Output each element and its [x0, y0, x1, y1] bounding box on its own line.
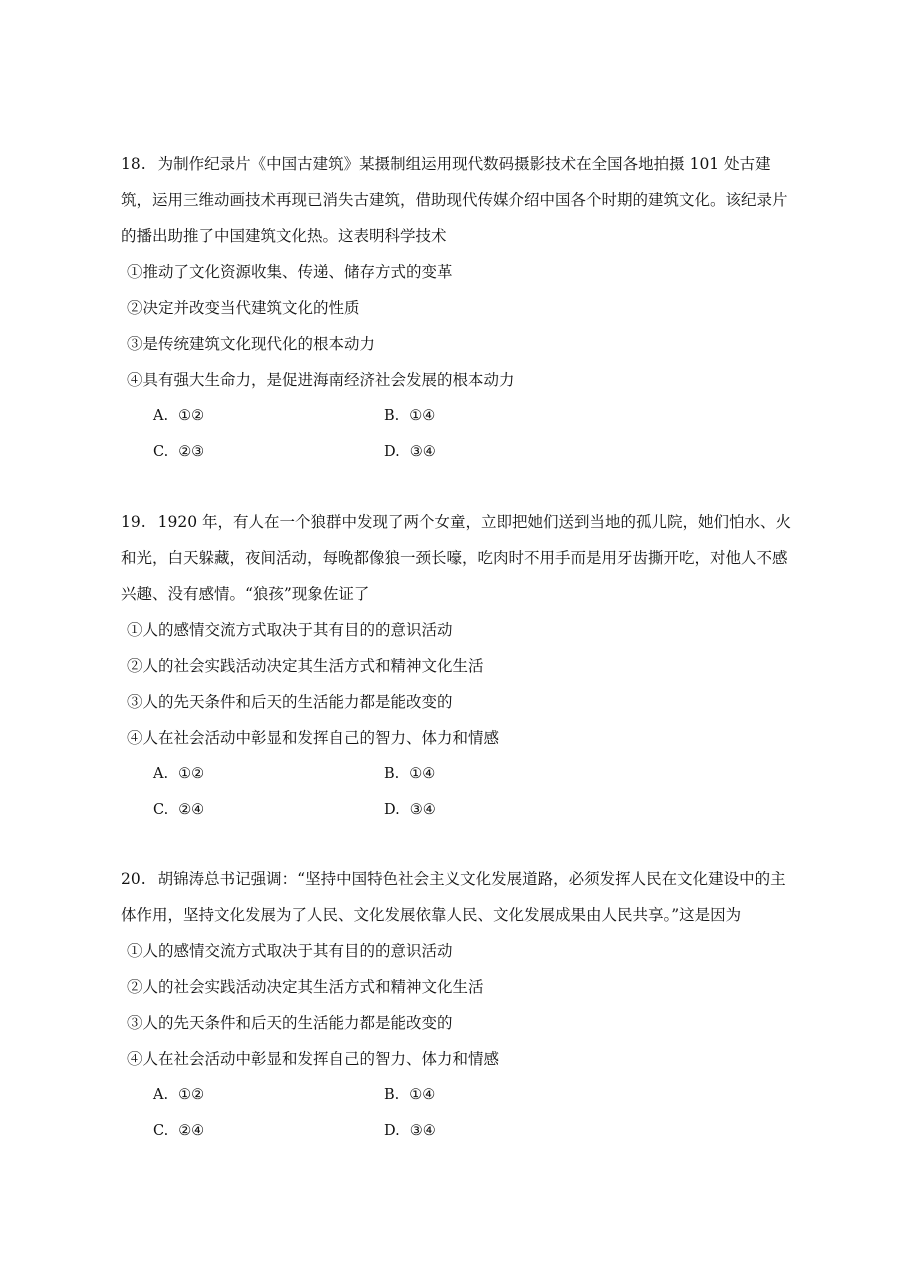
choice-d[interactable] [384, 792, 436, 828]
question-19 [121, 504, 796, 828]
choice-letter: C. [153, 1123, 169, 1139]
choice-c[interactable] [153, 1113, 204, 1149]
statement-3: ③人的先天条件和后天的生活能力都是能改变的 [127, 693, 453, 711]
choice-value: ③④ [409, 444, 436, 460]
question-number: 18. [121, 155, 146, 173]
choice-value: ③④ [409, 802, 436, 818]
choice-value: ②④ [178, 802, 205, 818]
question-number: 20. [121, 870, 146, 888]
choice-value: ①② [178, 408, 205, 424]
choice-letter: D. [384, 1123, 400, 1139]
question-number: 19. [121, 513, 146, 531]
choice-value: ①② [178, 766, 205, 782]
question-stem [121, 861, 796, 933]
statement-4: ④人在社会活动中彰显和发挥自己的智力、体力和情感 [127, 729, 500, 747]
statement-3: ③人的先天条件和后天的生活能力都是能改变的 [127, 1014, 453, 1032]
statement-1: ①推动了文化资源收集、传递、储存方式的变革 [127, 263, 453, 281]
choice-value: ①② [178, 1087, 205, 1103]
statement-4: ④具有强大生命力，是促进海南经济社会发展的根本动力 [127, 371, 515, 389]
choice-a[interactable] [153, 756, 204, 792]
choice-letter: A. [153, 766, 169, 782]
question-text: 为制作纪录片《中国古建筑》某摄制组运用现代数码摄影技术在全国各地拍摄 101 处古建筑，运用三维动画技术再现已消失古建筑，借助现代传媒介绍中国各个时期的建筑文化。该纪录片的播出助推了中国建筑文化热。这表明科学技术 [121, 155, 788, 245]
choice-value: ①④ [409, 766, 436, 782]
answer-choices [121, 1077, 796, 1149]
question-stem [121, 504, 796, 612]
choice-a[interactable] [153, 1077, 204, 1113]
choice-letter: D. [384, 444, 400, 460]
choice-b[interactable] [384, 1077, 435, 1113]
answer-choices [121, 398, 796, 470]
question-20 [121, 861, 796, 1149]
choice-b[interactable] [384, 756, 435, 792]
statement-4: ④人在社会活动中彰显和发挥自己的智力、体力和情感 [127, 1050, 500, 1068]
statement-1: ①人的感情交流方式取决于其有目的的意识活动 [127, 621, 453, 639]
choice-value: ①④ [409, 408, 436, 424]
choice-letter: B. [384, 766, 400, 782]
question-stem [121, 146, 796, 254]
choice-letter: B. [384, 408, 400, 424]
choice-c[interactable] [153, 792, 204, 828]
answer-choices [121, 756, 796, 828]
statement-2: ②人的社会实践活动决定其生活方式和精神文化生活 [127, 657, 484, 675]
choice-value: ②③ [178, 444, 205, 460]
choice-a[interactable] [153, 398, 204, 434]
choice-d[interactable] [384, 434, 436, 470]
statement-2: ②人的社会实践活动决定其生活方式和精神文化生活 [127, 978, 484, 996]
question-text: 胡锦涛总书记强调：“坚持中国特色社会主义文化发展道路，必须发挥人民在文化建设中的主体作用，坚持文化发展为了人民、文化发展依靠人民、文化发展成果由人民共享。”这是因为 [121, 870, 786, 924]
statement-2: ②决定并改变当代建筑文化的性质 [127, 299, 360, 317]
choice-c[interactable] [153, 434, 204, 470]
choice-letter: A. [153, 408, 169, 424]
choice-d[interactable] [384, 1113, 436, 1149]
choice-value: ①④ [409, 1087, 436, 1103]
question-18 [121, 146, 796, 470]
choice-letter: C. [153, 802, 169, 818]
choice-letter: C. [153, 444, 169, 460]
question-text: 1920 年，有人在一个狼群中发现了两个女童，立即把她们送到当地的孤儿院，她们怕水、火和光，白天躲藏，夜间活动，每晚都像狼一颈长嚎，吃肉时不用手而是用牙齿撕开吃，对他人不感兴趣、没有感情。“狼孩”现象佐证了 [121, 513, 792, 603]
choice-letter: A. [153, 1087, 169, 1103]
choice-value: ③④ [409, 1123, 436, 1139]
choice-letter: B. [384, 1087, 400, 1103]
choice-value: ②④ [178, 1123, 205, 1139]
statement-1: ①人的感情交流方式取决于其有目的的意识活动 [127, 942, 453, 960]
statement-3: ③是传统建筑文化现代化的根本动力 [127, 335, 376, 353]
choice-b[interactable] [384, 398, 435, 434]
choice-letter: D. [384, 802, 400, 818]
